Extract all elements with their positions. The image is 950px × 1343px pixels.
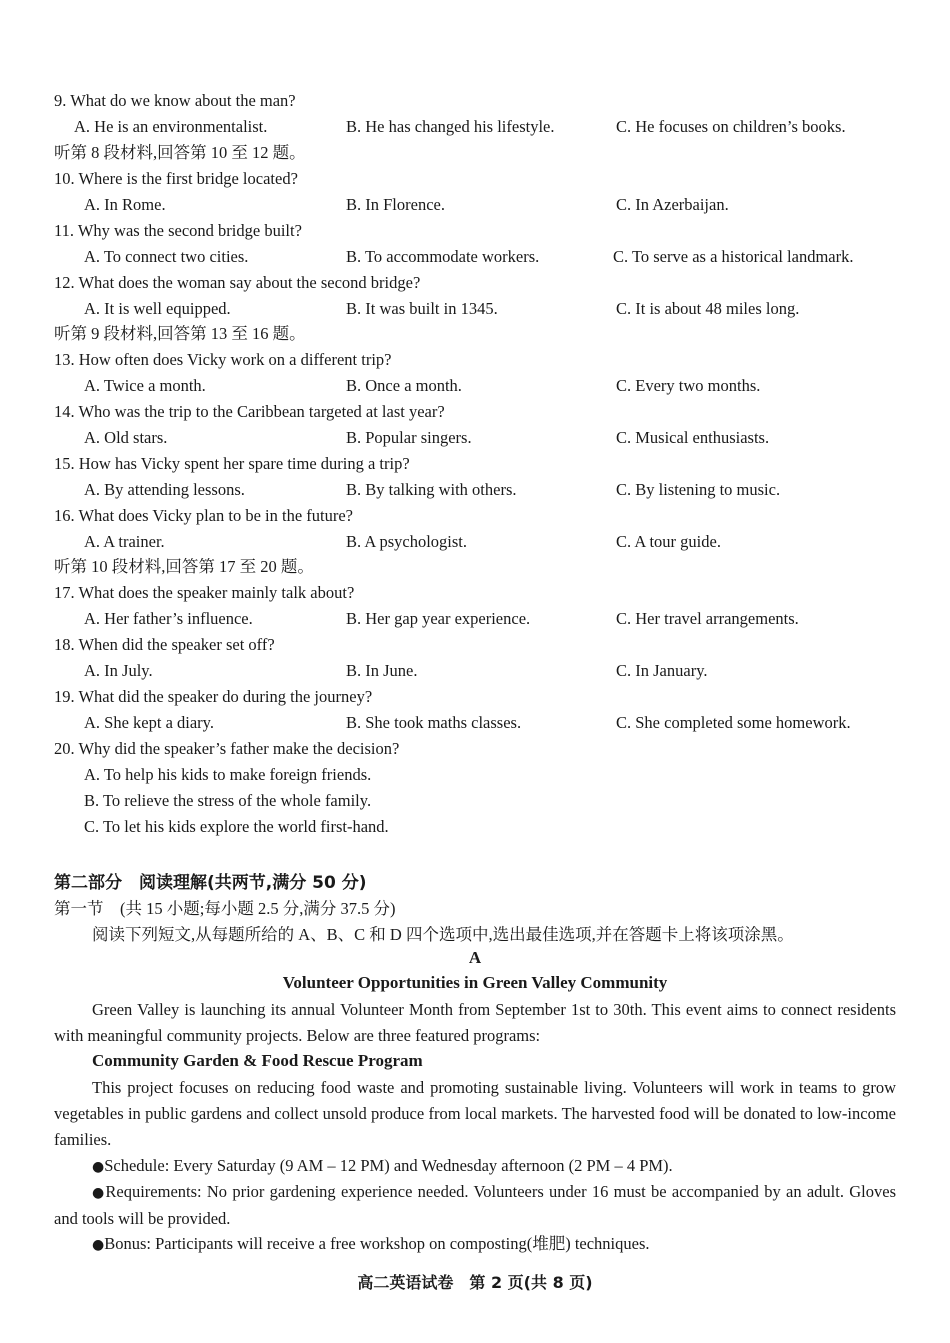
passage-title: Volunteer Opportunities in Green Valley Community: [282, 973, 668, 992]
option-a: A. Her father’s influence.: [84, 609, 253, 628]
part-title: 第二部分 阅读理解(共两节,满分 50 分): [54, 873, 367, 893]
option-a: A. In July.: [84, 661, 153, 680]
option-b: B. By talking with others.: [346, 480, 517, 499]
option-b: B. She took maths classes.: [346, 713, 522, 732]
question-19: 19. What did the speaker do during the journey?: [54, 687, 373, 706]
option-b: B. Once a month.: [346, 376, 462, 395]
option-c: C. In January.: [616, 661, 708, 680]
option-c: C. In Azerbaijan.: [616, 195, 729, 214]
program-description: This project focuses on reducing food waste and promoting sustainable living. Volunteers will work in teams to grow vegetables in public gardens and collect unsold produce from local markets. The harvested food will be donated to low-income families.: [54, 1078, 896, 1149]
requirements-item: [54, 1179, 896, 1232]
option-b: B. A psychologist.: [346, 532, 468, 551]
question-13: 13. How often does Vicky work on a different trip?: [54, 350, 392, 369]
program-title: Community Garden & Food Rescue Program: [92, 1051, 423, 1070]
question-10: 10. Where is the first bridge located?: [54, 169, 298, 188]
option-c: C. To let his kids explore the world first-hand.: [84, 817, 389, 836]
option-c: C. Musical enthusiasts.: [616, 428, 770, 447]
option-c: C. It is about 48 miles long.: [616, 299, 800, 318]
page-footer: 高二英语试卷 第 2 页(共 8 页): [357, 1273, 593, 1292]
question-11: 11. Why was the second bridge built?: [54, 221, 302, 240]
option-a: A. By attending lessons.: [84, 480, 245, 499]
question-18: 18. When did the speaker set off?: [54, 635, 275, 654]
section-title: 第一节 (共 15 小题;每小题 2.5 分,满分 37.5 分): [54, 899, 396, 918]
question-15: 15. How has Vicky spent her spare time during a trip?: [54, 454, 410, 473]
option-b: B. In June.: [346, 661, 418, 680]
reading-instruction: 阅读下列短文,从每题所给的 A、B、C 和 D 四个选项中,选出最佳选项,并在答题卡上将该项涂黑。: [92, 925, 794, 944]
option-a: A. He is an environmentalist.: [74, 117, 268, 136]
bullet-icon: ●: [92, 1159, 105, 1175]
option-a: A. In Rome.: [84, 195, 166, 214]
schedule-text: Schedule: Every Saturday (9 AM – 12 PM) and Wednesday afternoon (2 PM – 4 PM).: [104, 1156, 673, 1175]
option-b: B. To accommodate workers.: [346, 247, 540, 266]
option-c: C. To serve as a historical landmark.: [613, 247, 854, 266]
bonus-text: Bonus: Participants will receive a free workshop on composting(堆肥) techniques.: [104, 1234, 650, 1253]
option-a: A. To help his kids to make foreign friends.: [84, 765, 372, 784]
bonus-item: [54, 1231, 896, 1258]
passage-letter: A: [468, 948, 482, 967]
option-c: C. A tour guide.: [616, 532, 721, 551]
option-c: C. Every two months.: [616, 376, 761, 395]
option-a: A. Twice a month.: [84, 376, 206, 395]
question-17: 17. What does the speaker mainly talk about?: [54, 583, 355, 602]
question-9: 9. What do we know about the man?: [54, 91, 296, 110]
question-20: 20. Why did the speaker’s father make the decision?: [54, 739, 400, 758]
option-a: A. It is well equipped.: [84, 299, 231, 318]
option-c: C. He focuses on children’s books.: [616, 117, 846, 136]
question-16: 16. What does Vicky plan to be in the future?: [54, 506, 353, 525]
bullet-icon: ●: [92, 1237, 105, 1253]
schedule-item: [54, 1153, 896, 1180]
option-b: B. In Florence.: [346, 195, 445, 214]
question-14: 14. Who was the trip to the Caribbean targeted at last year?: [54, 402, 445, 421]
requirements-text: Requirements: No prior gardening experience needed. Volunteers under 16 must be accompanied by an adult. Gloves and tools will be provided.: [54, 1182, 896, 1228]
option-b: B. Her gap year experience.: [346, 609, 531, 628]
option-a: A. A trainer.: [84, 532, 165, 551]
option-b: B. He has changed his lifestyle.: [346, 117, 555, 136]
option-a: A. Old stars.: [84, 428, 168, 447]
option-a: A. To connect two cities.: [84, 247, 249, 266]
section-instruction-9: 听第 9 段材料,回答第 13 至 16 题。: [54, 324, 306, 343]
option-c: C. She completed some homework.: [616, 713, 851, 732]
section-instruction-8: 听第 8 段材料,回答第 10 至 12 题。: [54, 143, 306, 162]
bullet-icon: ●: [92, 1185, 106, 1201]
question-12: 12. What does the woman say about the second bridge?: [54, 273, 421, 292]
option-c: C. By listening to music.: [616, 480, 781, 499]
option-b: B. To relieve the stress of the whole family.: [84, 791, 372, 810]
option-b: B. It was built in 1345.: [346, 299, 498, 318]
option-a: A. She kept a diary.: [84, 713, 214, 732]
option-b: B. Popular singers.: [346, 428, 472, 447]
passage-intro: Green Valley is launching its annual Volunteer Month from September 1st to 30th. This event aims to connect residents with meaningful community projects. Below are three featured programs:: [54, 1000, 896, 1045]
section-instruction-10: 听第 10 段材料,回答第 17 至 20 题。: [54, 557, 314, 576]
option-c: C. Her travel arrangements.: [616, 609, 799, 628]
